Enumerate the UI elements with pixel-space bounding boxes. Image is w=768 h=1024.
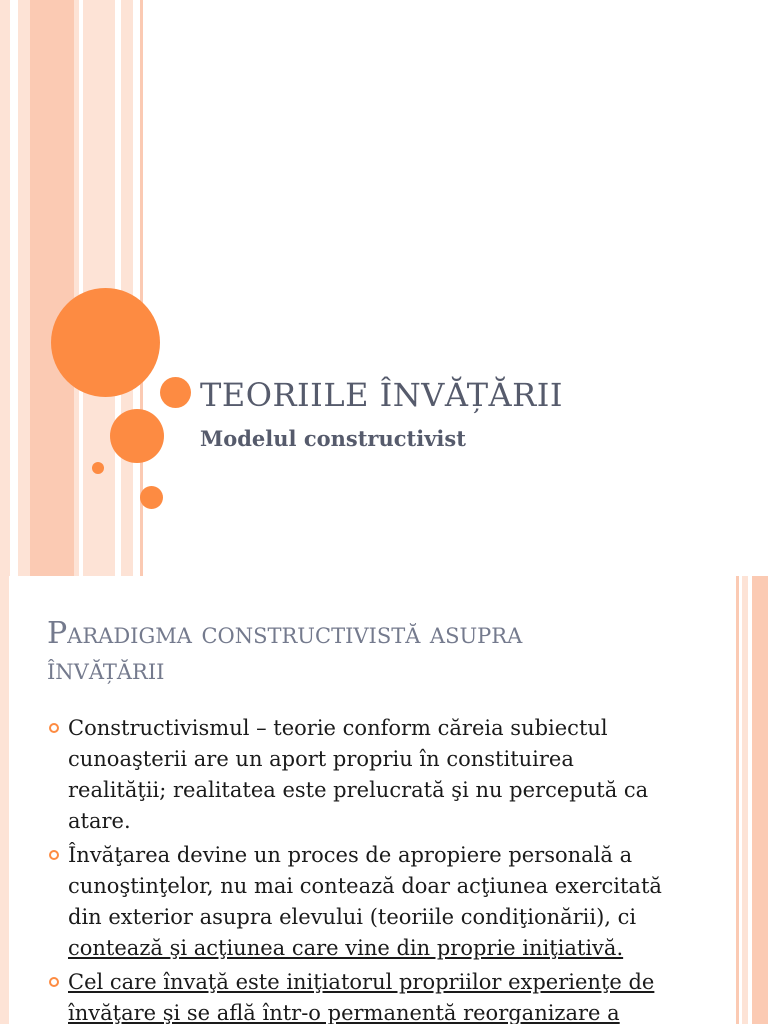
bullet-line: cunoştinţelor, nu mai contează doar acţiunea exercitată — [68, 874, 662, 898]
decorative-stripe — [74, 0, 79, 576]
content-slide — [0, 576, 768, 1024]
decorative-circle-large — [51, 288, 160, 397]
bullet-list — [48, 713, 738, 1024]
bullet-line: atare. — [68, 809, 131, 833]
bullet-line-underlined: învăţare şi se află într-o permanentă reorganizare a — [68, 1001, 620, 1024]
bullet-line: cunoaşterii are un aport propriu în constituirea — [68, 747, 574, 771]
decorative-stripe — [0, 0, 10, 576]
decorative-stripe — [18, 0, 30, 576]
bullet-line: Învăţarea devine un proces de apropiere personală a — [68, 843, 633, 867]
bullet-line: Constructivismul – teorie conform căreia subiectul — [68, 716, 608, 740]
ring-bullet-icon — [49, 850, 59, 860]
decorative-stripe — [121, 0, 133, 576]
decorative-circle — [160, 377, 191, 408]
heading-line: învățării — [47, 652, 165, 687]
bullet-line: realităţii; realitatea este prelucrată şi nu percepută ca — [68, 778, 649, 802]
bullet-item — [48, 967, 738, 1024]
bullet-line-underlined: Cel care învaţă este iniţiatorul propriilor experienţe de — [68, 970, 655, 994]
bullet-item — [48, 713, 738, 837]
decorative-stripe — [742, 576, 748, 1024]
heading-line: Paradigma constructivistă asupra — [47, 616, 523, 651]
decorative-stripe — [752, 576, 768, 1024]
bullet-item — [48, 840, 738, 964]
slide-title: TEORIILE ÎNVĂȚĂRII — [200, 376, 564, 414]
bullet-line: din exterior asupra elevului (teoriile condiţionării), ci — [68, 905, 637, 929]
decorative-circle — [140, 486, 163, 509]
bullet-line-underlined: contează şi acţiunea care vine din proprie iniţiativă. — [68, 936, 624, 960]
decorative-stripe — [0, 576, 9, 1024]
decorative-circle-small — [92, 462, 104, 474]
decorative-circle — [110, 409, 164, 463]
slide-heading — [47, 616, 707, 688]
ring-bullet-icon — [49, 977, 59, 987]
ring-bullet-icon — [49, 723, 59, 733]
decorative-stripe — [30, 0, 74, 576]
slide-subtitle: Modelul constructivist — [200, 426, 466, 451]
